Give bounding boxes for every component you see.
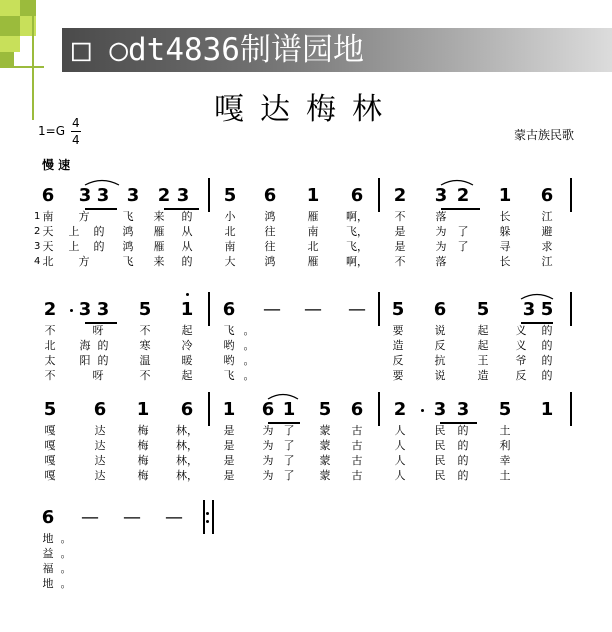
note: 3 (96, 185, 110, 206)
lyric-char: 为 (435, 240, 447, 253)
lyric-char: 了 (283, 469, 295, 482)
lyric-char: 长 (499, 255, 511, 268)
lyric-char: 鸿 (122, 240, 134, 253)
lyric-char: 反 (434, 339, 446, 352)
bar-line (570, 392, 572, 426)
lyric-char: 要 (392, 324, 404, 337)
lyric-char: 人 (394, 454, 406, 467)
lyric-char: 义 (515, 339, 527, 352)
lyric-char: 了 (283, 454, 295, 467)
note: 3 (126, 185, 140, 206)
lyric-char: 小 (224, 210, 236, 223)
lyric-char: 江 (541, 255, 553, 268)
lyric-char: 大 (224, 255, 236, 268)
lyric-char: 说 (434, 324, 446, 337)
lyric-char: 避 (541, 225, 553, 238)
lyric-char: 飞 (223, 369, 235, 382)
sustain-dash: — (165, 507, 183, 528)
bar-line (208, 178, 210, 212)
note: 6 (350, 185, 364, 206)
lyric-char: 南 (307, 225, 319, 238)
lyric-char: 为 (262, 439, 274, 452)
lyric-char: 哟 (223, 339, 235, 352)
lyric-char: 抗 (434, 354, 446, 367)
octave-dot (186, 293, 189, 296)
final-barline-dot (206, 512, 209, 515)
corner-horizontal-line (0, 66, 44, 68)
bar-line (378, 292, 380, 326)
lyric-char: 要 (392, 369, 404, 382)
lyric-char: 雁 (307, 255, 319, 268)
lyric-char: 人 (394, 439, 406, 452)
lyric-char: 来 (153, 255, 165, 268)
note: 1 (136, 399, 150, 420)
lyric-char: 利 (499, 439, 511, 452)
lyric-char: 蒙 (319, 439, 331, 452)
final-barline-dot (206, 520, 209, 523)
note: 3 (78, 299, 92, 320)
lyric-char: 方 (78, 255, 90, 268)
note: 3 (96, 299, 110, 320)
lyric-char: 蒙 (319, 424, 331, 437)
lyric-char: 梅 (137, 424, 149, 437)
lyric-char: 幸 (499, 454, 511, 467)
augmentation-dot (70, 309, 73, 312)
lyric-char: 不 (394, 255, 406, 268)
lyric-char: 是 (223, 454, 235, 467)
lyric-char: 北 (44, 339, 56, 352)
lyric-char: 方 (78, 210, 90, 223)
lyric-char: 的 (541, 354, 553, 367)
lyric-char: 嘎 (44, 469, 56, 482)
lyric-char: 的 (97, 339, 109, 352)
lyric-char: 江 (541, 210, 553, 223)
lyric-char: 的 (457, 424, 469, 437)
lyric-char: 起 (181, 369, 193, 382)
lyric-char: 。 (60, 532, 72, 545)
sustain-dash: — (263, 299, 281, 320)
lyric-char: 义 (515, 324, 527, 337)
lyric-char: 寒 (139, 339, 151, 352)
corner-square-lime (0, 0, 20, 16)
lyric-char: 是 (394, 240, 406, 253)
lyric-char: 是 (394, 225, 406, 238)
time-signature-top: 4 (72, 116, 80, 130)
lyric-char: 落 (435, 255, 447, 268)
note: 5 (391, 299, 405, 320)
lyric-char: 南 (42, 210, 54, 223)
time-signature-bottom: 4 (72, 133, 80, 147)
lyric-char: 鸿 (122, 225, 134, 238)
lyric-char: 的 (93, 240, 105, 253)
lyric-char: 民 (434, 439, 446, 452)
lyric-char: 嘎 (44, 439, 56, 452)
lyric-char: 的 (93, 225, 105, 238)
note: 1 (498, 185, 512, 206)
lyric-char: 民 (434, 454, 446, 467)
verse-number: 4 (34, 256, 41, 267)
lyric-char: 造 (392, 339, 404, 352)
lyric-char: 阳 (79, 354, 91, 367)
lyric-char: 求 (541, 240, 553, 253)
lyric-char: 蒙 (319, 454, 331, 467)
lyric-char: 冷 (181, 339, 193, 352)
note: 1 (540, 399, 554, 420)
lyric-char: 。 (243, 339, 255, 352)
lyric-char: 往 (264, 225, 276, 238)
lyric-char: 北 (224, 225, 236, 238)
lyric-char: 达 (94, 454, 106, 467)
corner-square-lime (0, 36, 20, 52)
lyric-char: 了 (457, 240, 469, 253)
slur-arc (83, 176, 121, 186)
note: 5 (498, 399, 512, 420)
note: 5 (476, 299, 490, 320)
lyric-char: 林， (176, 469, 198, 482)
lyric-char: 的 (541, 339, 553, 352)
lyric-char: 不 (44, 369, 56, 382)
lyric-char: 是 (223, 469, 235, 482)
note: 3 (522, 299, 536, 320)
lyric-char: 雁 (153, 240, 165, 253)
lyric-char: 了 (457, 225, 469, 238)
lyric-char: 为 (262, 424, 274, 437)
lyric-char: 爷 (515, 354, 527, 367)
lyric-char: 林， (176, 439, 198, 452)
note: 6 (180, 399, 194, 420)
lyric-char: 福 (42, 562, 54, 575)
note: 6 (261, 399, 275, 420)
lyric-char: 。 (243, 369, 255, 382)
lyric-char: 梅 (137, 469, 149, 482)
lyric-char: 古 (351, 424, 363, 437)
lyric-char: 达 (94, 424, 106, 437)
bar-line (570, 292, 572, 326)
lyric-char: 不 (139, 369, 151, 382)
slur-arc (266, 390, 300, 400)
note: 6 (222, 299, 236, 320)
verse-number: 2 (34, 226, 41, 237)
lyric-char: 是 (223, 424, 235, 437)
lyric-char: 地 (42, 532, 54, 545)
augmentation-dot (421, 409, 424, 412)
lyric-char: 寻 (499, 240, 511, 253)
verse-number: 3 (34, 241, 41, 252)
lyric-char: 北 (307, 240, 319, 253)
lyric-char: 南 (224, 240, 236, 253)
lyric-char: 飞， (346, 225, 368, 238)
sustain-dash: — (123, 507, 141, 528)
lyric-char: 了 (283, 424, 295, 437)
lyric-char: 的 (181, 210, 193, 223)
lyric-char: 。 (243, 354, 255, 367)
lyric-char: 北 (42, 255, 54, 268)
sustain-dash: — (348, 299, 366, 320)
song-origin: 蒙古族民歌 (514, 128, 575, 142)
lyric-char: 的 (181, 255, 193, 268)
note: 6 (263, 185, 277, 206)
note: 2 (393, 399, 407, 420)
lyric-char: 啊， (346, 255, 368, 268)
lyric-char: 民 (434, 424, 446, 437)
lyric-char: 民 (434, 469, 446, 482)
verse-number: 1 (34, 211, 41, 222)
lyric-char: 长 (499, 210, 511, 223)
note: 1 (180, 299, 194, 320)
note: 3 (433, 399, 447, 420)
lyric-char: 的 (541, 324, 553, 337)
note: 3 (434, 185, 448, 206)
lyric-char: 起 (477, 339, 489, 352)
lyric-char: 落 (435, 210, 447, 223)
note: 6 (93, 399, 107, 420)
lyric-char: 从 (181, 225, 193, 238)
note: 3 (456, 399, 470, 420)
lyric-char: 了 (283, 439, 295, 452)
bar-line (570, 178, 572, 212)
lyric-char: 古 (351, 454, 363, 467)
banner-title: □ ○dt4836制谱园地 (72, 32, 364, 68)
lyric-char: 为 (435, 225, 447, 238)
lyric-char: 的 (97, 354, 109, 367)
lyric-char: 温 (139, 354, 151, 367)
lyric-char: 起 (181, 324, 193, 337)
lyric-char: 人 (394, 469, 406, 482)
lyric-char: 鸿 (264, 255, 276, 268)
lyric-char: 飞 (223, 324, 235, 337)
lyric-char: 蒙 (319, 469, 331, 482)
lyric-char: 的 (457, 454, 469, 467)
lyric-char: 雁 (153, 225, 165, 238)
note: 5 (138, 299, 152, 320)
lyric-char: 往 (264, 240, 276, 253)
lyric-char: 反 (392, 354, 404, 367)
lyric-char: 王 (477, 354, 489, 367)
lyric-char: 林， (176, 454, 198, 467)
lyric-char: 海 (79, 339, 91, 352)
note: 6 (433, 299, 447, 320)
bar-line (378, 392, 380, 426)
lyric-char: 从 (181, 240, 193, 253)
lyric-char: 为 (262, 469, 274, 482)
note: 2 (43, 299, 57, 320)
lyric-char: 来 (153, 210, 165, 223)
lyric-char: 暖 (181, 354, 193, 367)
note: 1 (282, 399, 296, 420)
lyric-char: 的 (457, 439, 469, 452)
lyric-char: 古 (351, 439, 363, 452)
bar-line (208, 292, 210, 326)
lyric-char: 。 (60, 547, 72, 560)
lyric-char: 啊， (346, 210, 368, 223)
bar-line (378, 178, 380, 212)
note: 5 (43, 399, 57, 420)
time-signature-divider (71, 131, 81, 132)
lyric-char: 起 (477, 324, 489, 337)
lyric-char: 嘎 (44, 454, 56, 467)
lyric-char: 不 (139, 324, 151, 337)
lyric-char: 说 (434, 369, 446, 382)
song-title: 嘎达梅林 (214, 92, 398, 127)
note: 6 (41, 507, 55, 528)
bar-line (212, 500, 214, 534)
note: 5 (540, 299, 554, 320)
lyric-char: 反 (515, 369, 527, 382)
note: 3 (78, 185, 92, 206)
note: 1 (306, 185, 320, 206)
note: 2 (393, 185, 407, 206)
note: 6 (540, 185, 554, 206)
lyric-char: 天 (42, 240, 54, 253)
lyric-char: 梅 (137, 454, 149, 467)
slur-arc (519, 290, 555, 300)
lyric-char: 林， (176, 424, 198, 437)
key-signature: 1=G (38, 124, 65, 138)
note: 1 (222, 399, 236, 420)
bar-line (208, 392, 210, 426)
lyric-char: 飞 (122, 255, 134, 268)
note: 6 (350, 399, 364, 420)
note: 6 (41, 185, 55, 206)
lyric-char: 飞 (122, 210, 134, 223)
lyric-char: 为 (262, 454, 274, 467)
lyric-char: 是 (223, 439, 235, 452)
sustain-dash: — (304, 299, 322, 320)
lyric-char: 。 (243, 324, 255, 337)
lyric-char: 。 (60, 562, 72, 575)
lyric-char: 飞， (346, 240, 368, 253)
corner-square-green (0, 16, 20, 36)
lyric-char: 呀 (92, 324, 104, 337)
lyric-char: 土 (499, 469, 511, 482)
lyric-char: 不 (44, 324, 56, 337)
note: 2 (456, 185, 470, 206)
lyric-char: 鸿 (264, 210, 276, 223)
lyric-char: 嘎 (44, 424, 56, 437)
lyric-char: 地 (42, 577, 54, 590)
lyric-char: 。 (60, 577, 72, 590)
lyric-char: 上 (68, 225, 80, 238)
lyric-char: 天 (42, 225, 54, 238)
lyric-char: 达 (94, 439, 106, 452)
note: 5 (318, 399, 332, 420)
lyric-char: 古 (351, 469, 363, 482)
lyric-char: 梅 (137, 439, 149, 452)
lyric-char: 的 (457, 469, 469, 482)
note: 2 (157, 185, 171, 206)
lyric-char: 太 (44, 354, 56, 367)
lyric-char: 雁 (307, 210, 319, 223)
lyric-char: 益 (42, 547, 54, 560)
lyric-char: 上 (68, 240, 80, 253)
tempo-marking: 慢 速 (42, 158, 71, 172)
lyric-char: 的 (541, 369, 553, 382)
note: 3 (176, 185, 190, 206)
lyric-char: 呀 (92, 369, 104, 382)
sustain-dash: — (81, 507, 99, 528)
lyric-char: 造 (477, 369, 489, 382)
slur-arc (439, 176, 475, 186)
lyric-char: 躲 (499, 225, 511, 238)
lyric-char: 达 (94, 469, 106, 482)
lyric-char: 哟 (223, 354, 235, 367)
note: 5 (223, 185, 237, 206)
lyric-char: 不 (394, 210, 406, 223)
lyric-char: 土 (499, 424, 511, 437)
bar-line (203, 500, 205, 534)
lyric-char: 人 (394, 424, 406, 437)
